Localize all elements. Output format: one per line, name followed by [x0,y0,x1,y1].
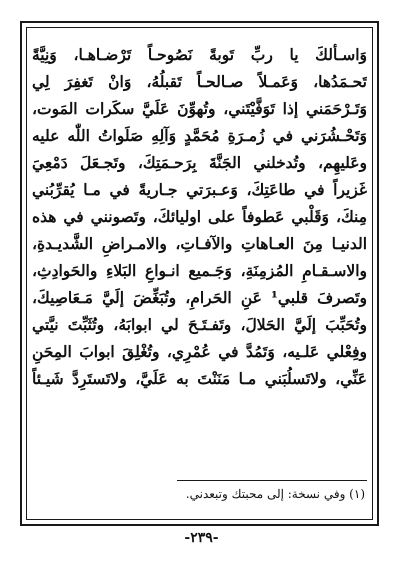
text-line-6: غَزيراً في طاعَتِكَ، وَعـبرَتي جـاريةً في مـا يُقرِّبُني [32,180,367,199]
prayer-text [32,41,367,392]
text-line-5: وعَليهِم، وتُدخلني الجَنَّةَ بِرَحـمَتِكَ، وتَجـعَلَ دَمْعِيَ [32,153,367,172]
text-line-2: تَحـمَدُها، وَعَمـلاً صـالحـاً تَقبلُهُ، وَانْ تَغفِرَ لِي [32,72,367,91]
text-line-11: وتُحَبِّبَ إلَيَّ الحَلالَ، وتَفـتَـحَ لي ابوابَهُ، وتُثَبِّتَ نيَّتي [32,315,367,334]
text-line-12: وفِعْلي عَلـيه، وَتَمُدَّ في عُمْرِي، وتُغْلِقَ ابوابَ المِحَنِ [32,342,367,361]
text-line-10: وتَصرفَ قلبي¹ عَنِ الحَرامِ، وتُبَغِّضَ إلَيَّ مَـعَاصِيكَ، [32,288,367,307]
text-line-3: وَتَـرْحَمَني إذا تَوَفَّيْتَني، وتُهوِّنَ عَلَيَّ سكَرات المَوت، [32,99,367,118]
text-line-1: وَاسـألكَ يا ربِّ تَوبةً نَصُوحـاً تَرْضـاهـا، وَنِيَّةً [32,45,367,64]
text-line-7: مِنكَ، وَقَلْبي عَطوفاً على اوليائكَ، وتَصونني في هذه [32,207,367,226]
text-line-8: الدنيـا مِنَ العـاهاتِ والآفـاتِ، والامـراضِ الشَّديـدةِ، [32,234,367,253]
text-line-9: والاسـقـامِ المُزمِنَةِ، وَجَـميع انـواعِ البَلاءِ والحَوادِثِ، [32,261,367,280]
page-number: -٢٣٩- [184,530,219,546]
text-line-4: وَتَحْـشُرَني في زُمـرَةِ مُحَمَّدٍ وَآلِهِ صَلَواتُ اللّٰه عليه [32,126,367,145]
page-border [20,21,379,526]
footnote: (١) وفي نسخة: إلى محبتك وتبعدني. [185,487,365,501]
text-line-13: عَنِّي، ولاتَسلُبَني مـا مَنَنْتَ به عَلَيَّ، ولاتَستَرِدَّ شَيـئاً [32,369,367,388]
footnote-divider [177,480,367,481]
